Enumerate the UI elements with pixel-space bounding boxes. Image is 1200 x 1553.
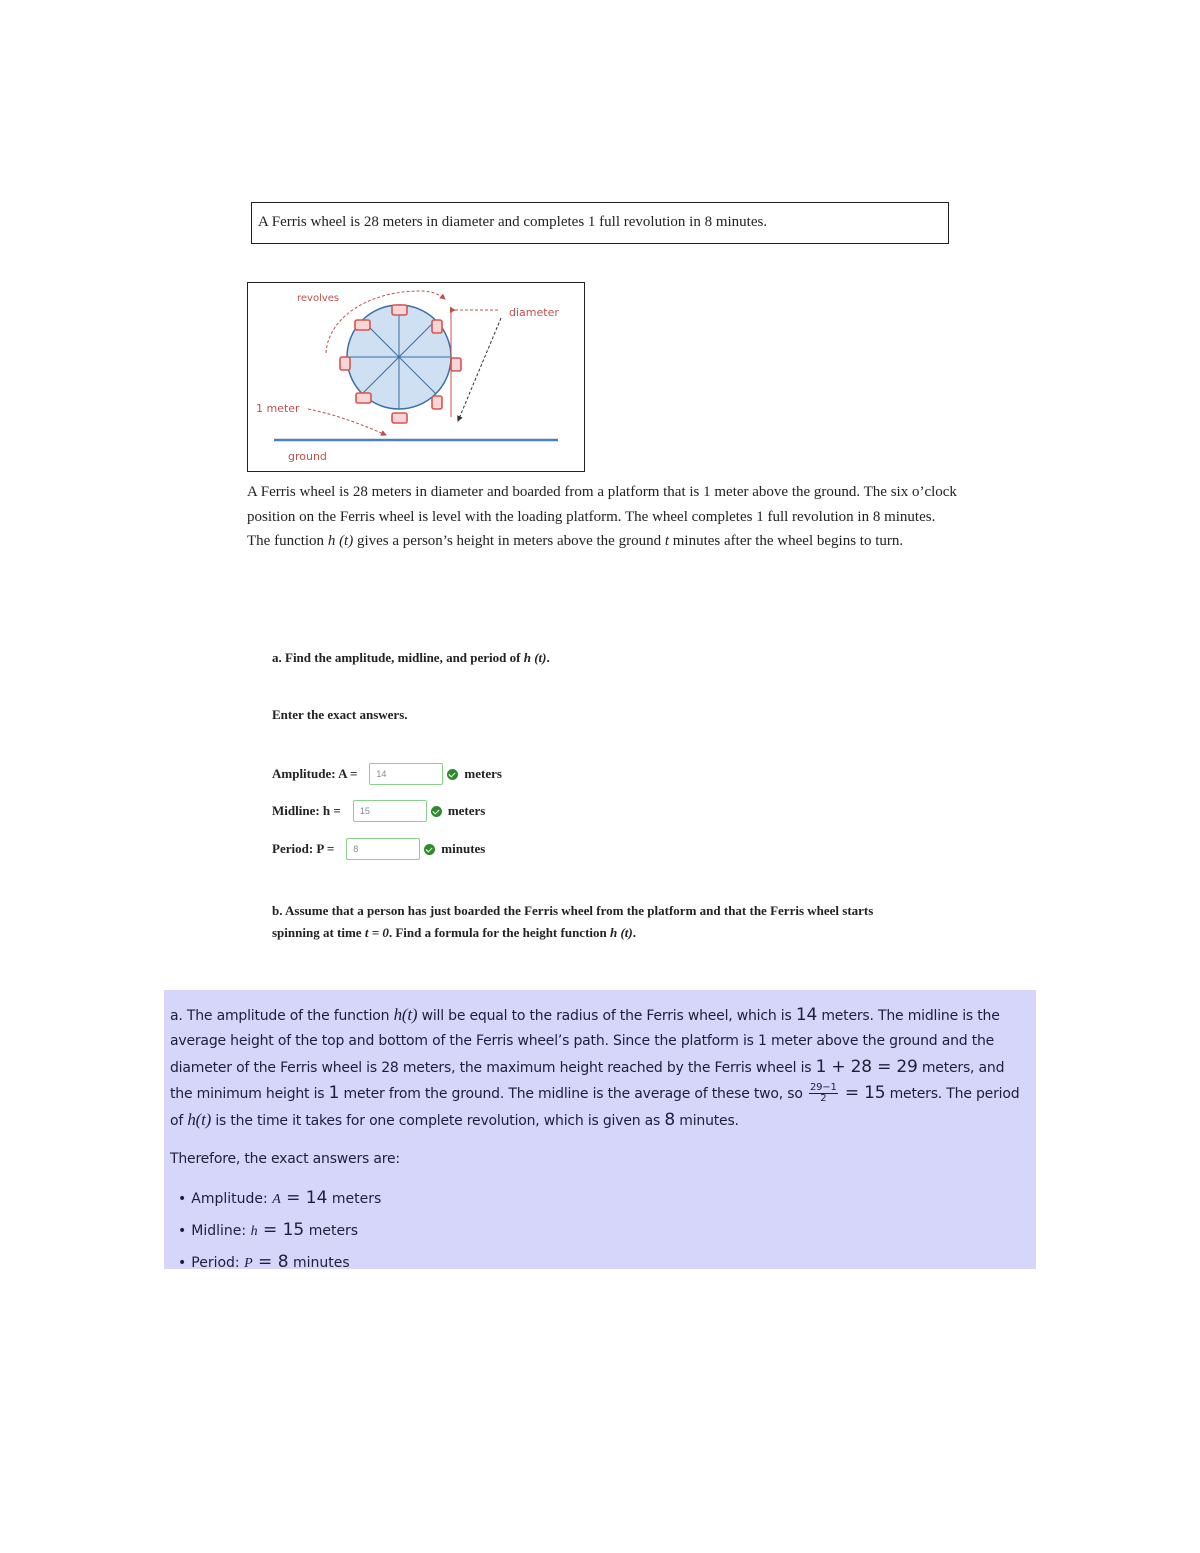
midline-fraction: $\frac{29-1}{2}$ bbox=[809, 1082, 837, 1105]
label-diameter: diameter bbox=[509, 306, 559, 319]
intro-statement-box bbox=[251, 202, 949, 244]
solution-therefore: Therefore, the exact answers are: bbox=[170, 1151, 400, 1168]
problem-text-3: minutes after the wheel begins to turn. bbox=[669, 533, 904, 549]
label-meter: 1 meter bbox=[256, 402, 300, 415]
check-icon bbox=[431, 806, 442, 817]
check-icon bbox=[447, 769, 458, 780]
label-revolves: revolves bbox=[297, 293, 340, 304]
amplitude-label: Amplitude: A = bbox=[272, 766, 358, 781]
ferris-wheel-illustration bbox=[248, 283, 583, 470]
amplitude-answer-row bbox=[272, 761, 502, 787]
period-answer-row bbox=[272, 836, 485, 862]
midline-unit: meters bbox=[447, 803, 486, 818]
enter-exact-instruction: Enter the exact answers. bbox=[272, 707, 408, 722]
problem-text-1: A Ferris wheel is 28 meters in diameter and boarded from a platform that is 1 meter above the ground. The six o’clock position on the Ferris wheel is level with the loading platform. The wheel completes 1 full revolution in 8 minutes. The function bbox=[247, 484, 957, 549]
period-input[interactable]: 8 bbox=[346, 838, 420, 860]
problem-var-t: t bbox=[664, 533, 670, 549]
problem-function: h (t) bbox=[327, 533, 354, 549]
check-icon bbox=[424, 844, 435, 855]
period-unit: minutes bbox=[441, 841, 486, 856]
list-item: • Midline: h = 15 meters bbox=[178, 1215, 1030, 1247]
solution-panel bbox=[164, 990, 1036, 1272]
problem-text-2: gives a person’s height in meters above the ground bbox=[353, 533, 665, 549]
part-b-question: b. Assume that a person has just boarded the Ferris wheel from the platform and that the Ferris wheel starts spinning at time t = 0. Find a formula for the height function h (t). bbox=[272, 903, 874, 940]
intro-statement: A Ferris wheel is 28 meters in diameter and completes 1 full revolution in 8 minutes. bbox=[258, 214, 768, 230]
ferris-wheel-diagram bbox=[247, 282, 585, 472]
midline-input[interactable]: 15 bbox=[353, 800, 427, 822]
midline-answer-row bbox=[272, 798, 485, 824]
amplitude-input[interactable]: 14 bbox=[369, 763, 443, 785]
part-a-question: a. Find the amplitude, midline, and period of h (t). bbox=[272, 650, 550, 665]
solution-answer-list bbox=[170, 1183, 1030, 1279]
list-item: • Period: P = 8 minutes bbox=[178, 1247, 1030, 1279]
amplitude-unit: meters bbox=[464, 766, 502, 781]
solution-paragraph: a. The amplitude of the function h(t) will be equal to the radius of the Ferris wheel, which is 14 meters. The midline is the average height of the top and bottom of the Ferris wheel’s path. Since the platform is 1 meter above the ground and the diameter of the Ferris wheel is 28 meters, the maximum height reached by the Ferris wheel is 1 + 28 = 29 meters, and the minimum height is 1 meter from the ground. The midline is the average of these two, so $\frac{29-1}{2}$ = 15 meters. The period of h(t) is the time it takes for one complete revolution, which is given as 8 minutes. bbox=[170, 1005, 1020, 1131]
label-ground: ground bbox=[288, 450, 327, 463]
list-item: • Amplitude: A = 14 meters bbox=[178, 1183, 1030, 1215]
period-label: Period: P = bbox=[272, 841, 335, 856]
problem-statement bbox=[247, 480, 957, 554]
midline-label: Midline: h = bbox=[272, 803, 341, 818]
